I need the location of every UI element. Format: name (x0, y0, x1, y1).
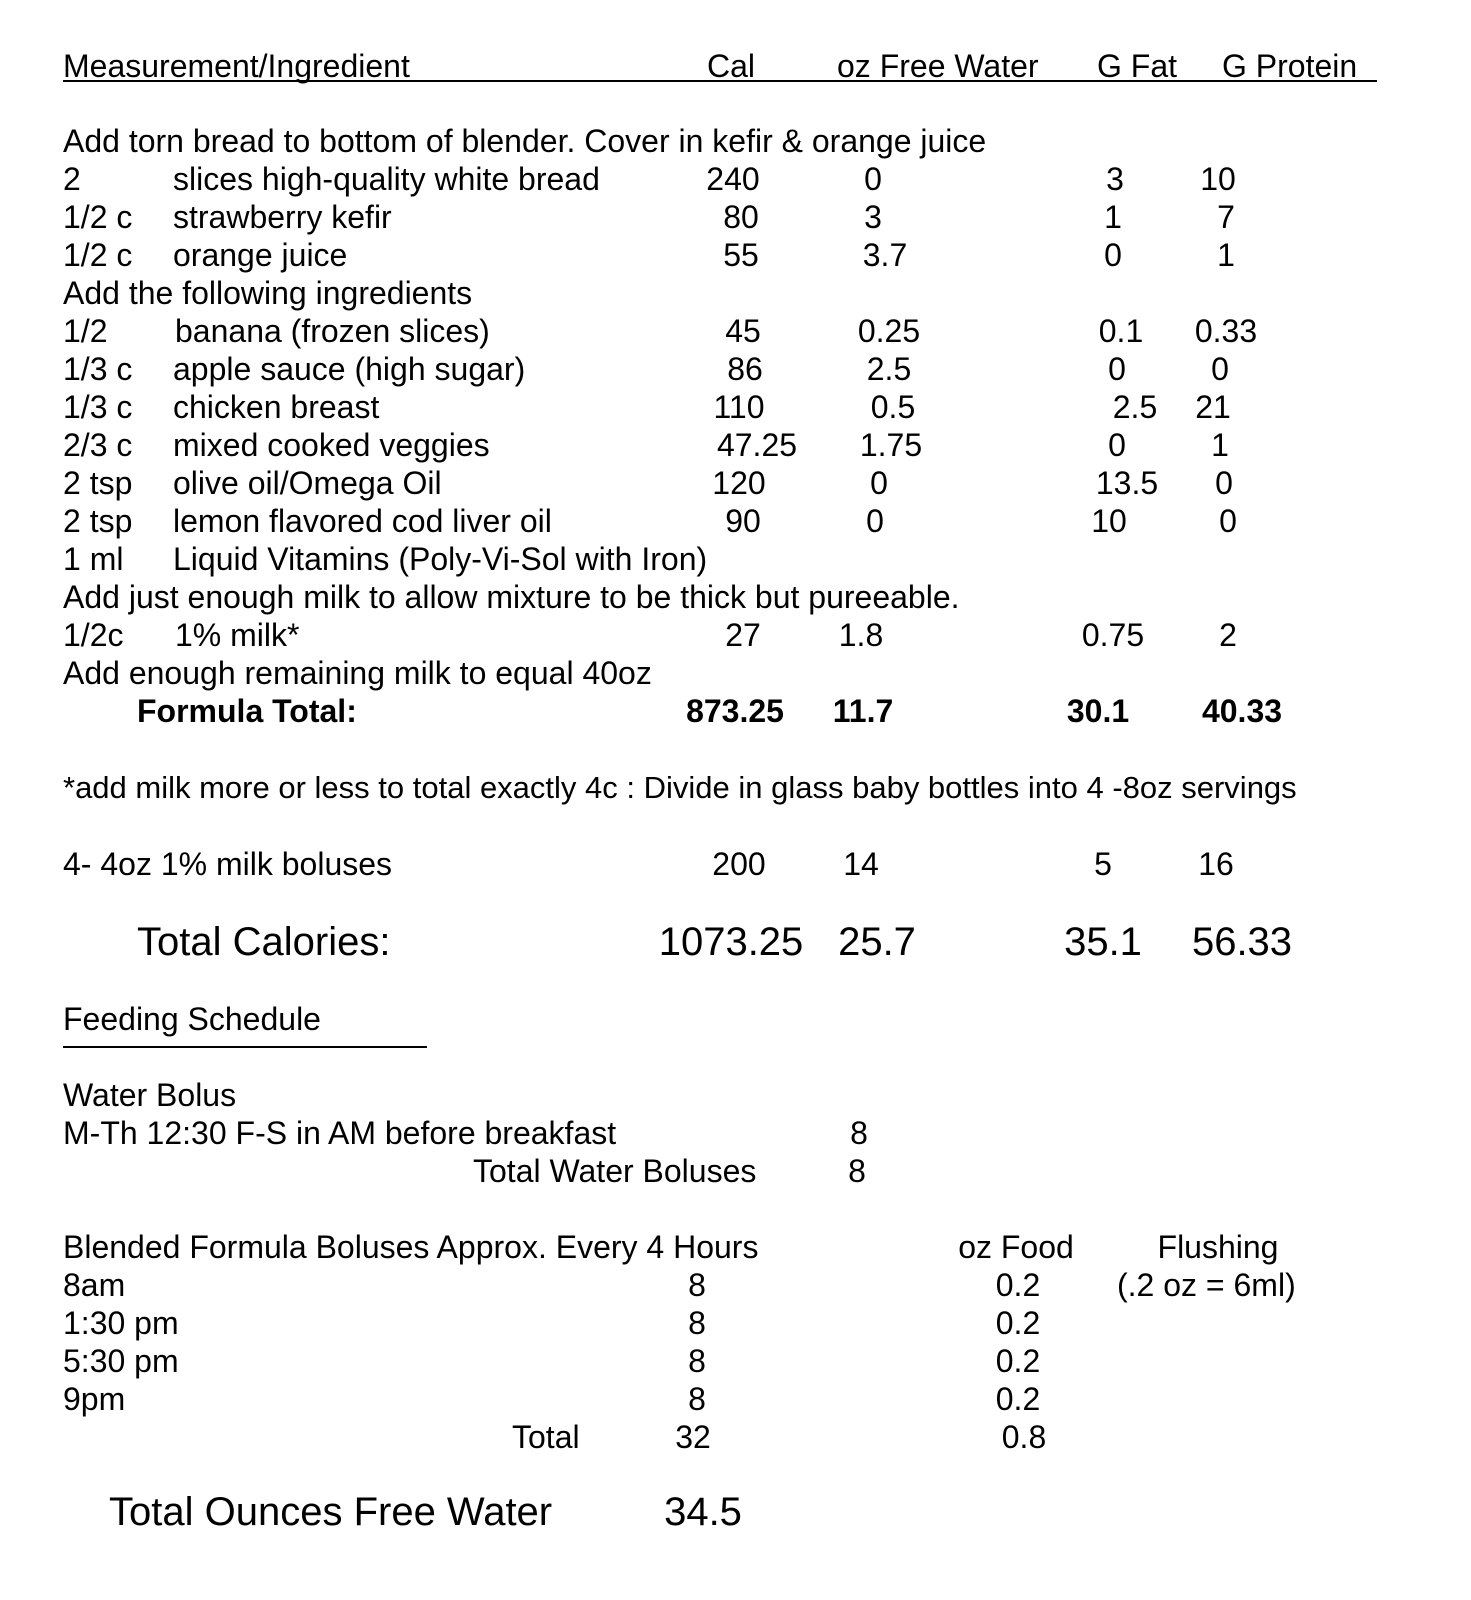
ingredient-protein: 0 (1219, 503, 1237, 539)
formula-total-water: 11.7 (832, 693, 894, 729)
flushing-note: (.2 oz = 6ml) (1117, 1267, 1296, 1303)
ingredient-qty: 2 tsp (63, 503, 133, 539)
ingredient-name: Liquid Vitamins (Poly-Vi-Sol with Iron) (173, 541, 708, 577)
ingredient-protein: 1 (1217, 237, 1235, 273)
milk-boluses-cal: 200 (712, 846, 766, 882)
ingredient-water: 3.7 (862, 237, 908, 273)
ingredient-water: 3 (864, 199, 882, 235)
blended-header: Blended Formula Boluses Approx. Every 4 Hours (63, 1229, 759, 1265)
ingredient-fat: 0 (1108, 427, 1126, 463)
flushing-header: Flushing (1157, 1229, 1279, 1265)
header-measurement-ingredient: Measurement/Ingredient (63, 48, 410, 84)
free-water-value: 34.5 (664, 1490, 742, 1534)
ingredient-water: 0 (870, 465, 888, 501)
ingredient-water: 0 (864, 161, 882, 197)
ingredient-name: mixed cooked veggies (173, 427, 490, 463)
milk-boluses-fat: 5 (1094, 846, 1112, 882)
ingredient-cal: 90 (725, 503, 761, 539)
water-bolus-value: 8 (850, 1115, 868, 1151)
ingredient-qty: 1/2c (63, 617, 124, 653)
ingredient-fat: 3 (1106, 161, 1124, 197)
total-calories-water: 25.7 (838, 920, 916, 964)
free-water-label: Total Ounces Free Water (109, 1490, 553, 1534)
schedule-time: 8am (63, 1267, 126, 1303)
total-water-boluses-value: 8 (848, 1153, 866, 1189)
ingredient-name: chicken breast (173, 389, 380, 425)
header-cal: Cal (707, 48, 756, 84)
ingredient-name: slices high-quality white bread (173, 161, 600, 197)
ingredient-cal: 47.25 (716, 427, 798, 463)
milk-note: *add milk more or less to total exactly 4c : Divide in glass baby bottles into 4 -8oz servings (63, 770, 1297, 805)
oz-food-header: oz Food (958, 1229, 1074, 1265)
ingredient-protein: 1 (1211, 427, 1229, 463)
section-heading: Add the following ingredients (63, 275, 473, 311)
ingredient-fat: 1 (1104, 199, 1122, 235)
water-bolus-row: M-Th 12:30 F-S in AM before breakfast (63, 1115, 617, 1151)
schedule-total-label: Total (512, 1419, 580, 1455)
schedule-time: 5:30 pm (63, 1343, 179, 1379)
ingredient-water: 2.5 (866, 351, 912, 387)
section-heading: Add torn bread to bottom of blender. Cover in kefir & orange juice (63, 123, 987, 159)
ingredient-water: 1.8 (838, 617, 884, 653)
schedule-flush: 0.2 (995, 1267, 1041, 1303)
ingredient-water: 0.5 (870, 389, 916, 425)
schedule-oz: 8 (688, 1343, 706, 1379)
formula-total-fat: 30.1 (1066, 693, 1130, 729)
ingredient-protein: 0.33 (1194, 313, 1258, 349)
water-bolus-label: Water Bolus (63, 1077, 237, 1113)
ingredient-name: olive oil/Omega Oil (173, 465, 442, 501)
header-g-protein: G Protein (1222, 48, 1358, 84)
total-water-boluses-label: Total Water Boluses (473, 1153, 757, 1189)
header-g-fat: G Fat (1097, 48, 1178, 84)
formula-total-protein: 40.33 (1201, 693, 1283, 729)
total-calories-protein: 56.33 (1191, 920, 1293, 964)
ingredient-fat: 10 (1091, 503, 1127, 539)
total-calories-fat: 35.1 (1064, 920, 1142, 964)
schedule-oz: 8 (688, 1305, 706, 1341)
schedule-total-flush: 0.8 (1001, 1419, 1047, 1455)
ingredient-fat: 0 (1104, 237, 1122, 273)
ingredient-fat: 2.5 (1112, 389, 1158, 425)
ingredient-fat: 0.75 (1081, 617, 1145, 653)
formula-total-cal: 873.25 (686, 693, 784, 729)
ingredient-qty: 1/3 c (63, 351, 133, 387)
ingredient-qty: 1/2 (63, 313, 108, 349)
ingredient-name: strawberry kefir (173, 199, 392, 235)
ingredient-qty: 1/2 c (63, 199, 133, 235)
schedule-total-oz: 32 (675, 1419, 711, 1455)
schedule-flush: 0.2 (995, 1305, 1041, 1341)
milk-boluses-protein: 16 (1198, 846, 1234, 882)
ingredient-protein: 2 (1219, 617, 1237, 653)
ingredient-name: orange juice (173, 237, 348, 273)
ingredient-fat: 13.5 (1095, 465, 1159, 501)
ingredient-name: 1% milk* (175, 617, 300, 653)
ingredient-name: banana (frozen slices) (175, 313, 490, 349)
milk-boluses-label: 4- 4oz 1% milk boluses (63, 846, 393, 882)
ingredient-name: apple sauce (high sugar) (173, 351, 526, 387)
ingredient-qty: 1/3 c (63, 389, 133, 425)
ingredient-cal: 120 (712, 465, 766, 501)
formula-total-label: Formula Total: (137, 693, 357, 729)
total-calories-label: Total Calories: (137, 920, 391, 964)
ingredient-protein: 0 (1211, 351, 1229, 387)
ingredient-protein: 10 (1200, 161, 1236, 197)
ingredient-qty: 2/3 c (63, 427, 133, 463)
ingredient-protein: 21 (1195, 389, 1231, 425)
ingredient-fat: 0.1 (1098, 313, 1144, 349)
section-heading: Add just enough milk to allow mixture to be thick but pureeable. (63, 579, 960, 615)
feeding-schedule-rule (63, 1046, 427, 1048)
section-heading: Add enough remaining milk to equal 40oz (63, 655, 652, 691)
ingredient-cal: 80 (723, 199, 759, 235)
header-oz-free-water: oz Free Water (837, 48, 1039, 84)
ingredient-qty: 1/2 c (63, 237, 133, 273)
ingredient-name: lemon flavored cod liver oil (173, 503, 552, 539)
ingredient-qty: 2 (63, 161, 81, 197)
schedule-flush: 0.2 (995, 1381, 1041, 1417)
ingredient-cal: 55 (723, 237, 759, 273)
schedule-time: 1:30 pm (63, 1305, 179, 1341)
ingredient-cal: 45 (725, 313, 761, 349)
ingredient-fat: 0 (1108, 351, 1126, 387)
ingredient-cal: 240 (706, 161, 760, 197)
ingredient-protein: 7 (1217, 199, 1235, 235)
schedule-oz: 8 (688, 1381, 706, 1417)
header-rule (63, 80, 1377, 82)
ingredient-qty: 2 tsp (63, 465, 133, 501)
feeding-schedule-title: Feeding Schedule (63, 1001, 321, 1037)
ingredient-cal: 86 (727, 351, 763, 387)
ingredient-protein: 0 (1215, 465, 1233, 501)
ingredient-water: 0 (866, 503, 884, 539)
schedule-time: 9pm (63, 1381, 126, 1417)
milk-boluses-water: 14 (843, 846, 879, 882)
ingredient-water: 0.25 (857, 313, 921, 349)
ingredient-cal: 27 (725, 617, 761, 653)
schedule-flush: 0.2 (995, 1343, 1041, 1379)
schedule-oz: 8 (688, 1267, 706, 1303)
ingredient-qty: 1 ml (63, 541, 124, 577)
ingredient-water: 1.75 (859, 427, 923, 463)
ingredient-cal: 110 (713, 389, 765, 425)
total-calories-cal: 1073.25 (658, 920, 804, 964)
